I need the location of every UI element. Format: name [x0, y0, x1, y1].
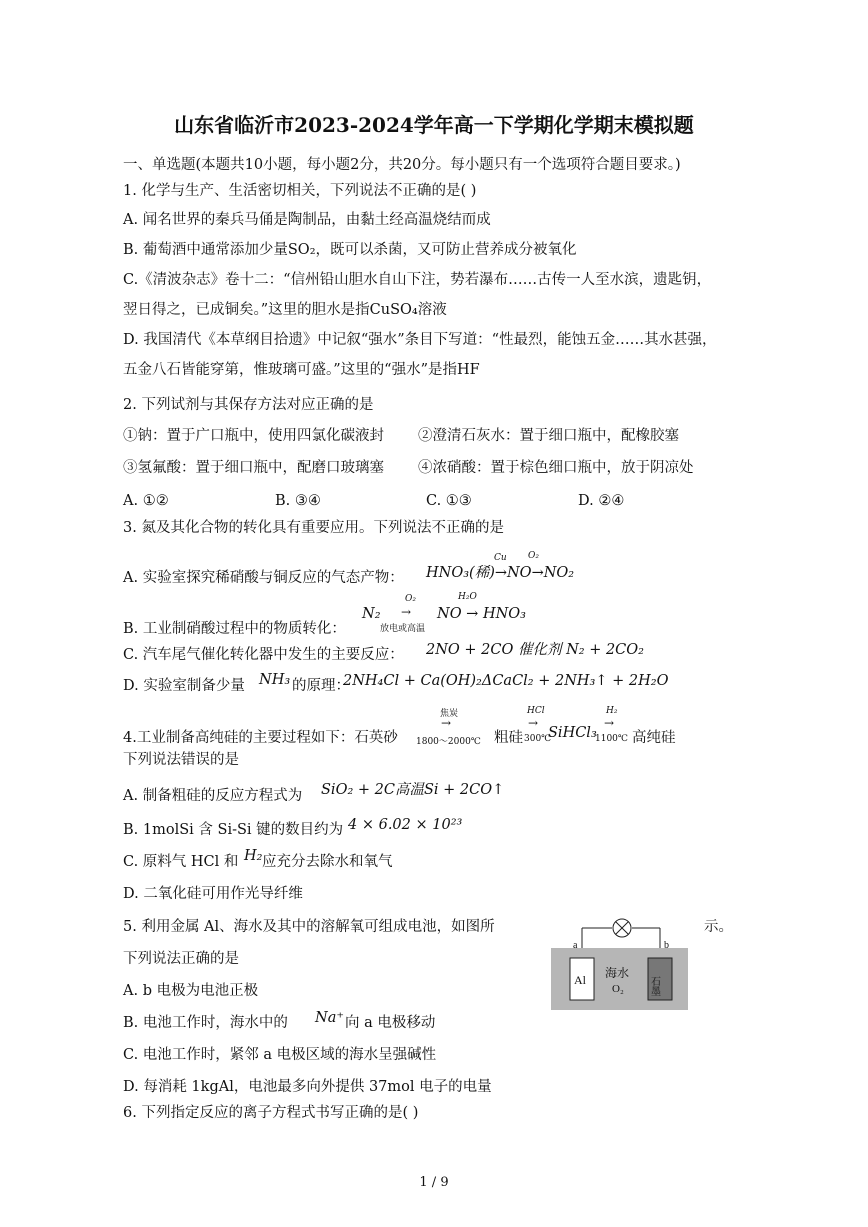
- q4-option-b-text: B. 1molSi 含 Si-Si 键的数目约为: [123, 822, 344, 838]
- q2-item-1: ①钠：置于广口瓶中，使用四氯化碳液封: [123, 428, 384, 444]
- seawater-label: 海水: [605, 966, 630, 980]
- q3-option-d-nh3: NH₃: [259, 672, 291, 688]
- section-heading: 一、单选题(本题共10小题，每小题2分，共20分。每小题只有一个选项符合题目要求。): [123, 157, 681, 173]
- q4-option-d: D. 二氧化硅可用作光导纤维: [123, 886, 303, 902]
- q5-option-a: A. b 电极为电池正极: [123, 983, 259, 999]
- q4-option-c-text-a: C. 原料气 HCl 和: [123, 854, 239, 870]
- al-label: Al: [574, 973, 586, 987]
- q3-option-a-equation: HNO₃(稀)→NO→NO₂: [426, 565, 575, 581]
- q3-option-d-text-a: D. 实验室制备少量: [123, 678, 245, 694]
- q3-option-d-text-b: 的原理：: [292, 678, 350, 694]
- q4-cond3-bottom: 1100℃: [595, 734, 628, 744]
- page-number: 1 / 9: [419, 1175, 449, 1190]
- q4-cond1-top: 焦炭: [440, 709, 459, 719]
- q1-option-d-line1: D. 我国清代《本草纲目拾遗》中记叙“强水”条目下写道：“性最烈，能蚀五金……其水甚强，: [123, 332, 717, 348]
- q3-b-n2: N₂: [362, 606, 381, 622]
- q3-option-b-text: B. 工业制硝酸过程中的物质转化：: [123, 621, 346, 637]
- q3-b-condition: 放电或高温: [380, 624, 426, 634]
- q4-pure-si: 高纯硅: [632, 730, 676, 746]
- q3-b-h2o-label: H₂O: [458, 592, 477, 602]
- q4-option-c-h2: H₂: [244, 848, 263, 864]
- battery-diagram-svg: [548, 918, 690, 1010]
- q1-option-c-line2: 翌日得之，已成铜矣。”这里的胆水是指CuSO₄溶液: [123, 302, 447, 318]
- q1-option-c-line1: C.《清波杂志》卷十二：“信州铅山胆水自山下注，势若瀑布……古传一人至水滨，遗匙钥，: [123, 272, 712, 288]
- q5-option-b-b: 向 a 电极移动: [345, 1015, 436, 1031]
- q3-option-a-text: A. 实验室探究稀硝酸与铜反应的气态产物：: [123, 570, 404, 586]
- q4-arrow-1: →: [441, 716, 452, 730]
- q3-b-o2-label: O₂: [405, 594, 416, 604]
- q3-stem: 3. 氮及其化合物的转化具有重要应用。下列说法不正确的是: [123, 520, 504, 536]
- q3-a-o2-label: O₂: [528, 551, 539, 561]
- q4-arrow-2: →: [528, 716, 539, 730]
- q3-b-arrow: →: [401, 605, 412, 619]
- q4-option-a-text: A. 制备粗硅的反应方程式为: [123, 788, 303, 804]
- q4-stem-a: 4.工业制备高纯硅的主要过程如下：石英砂: [123, 730, 398, 746]
- q5-option-c: C. 电池工作时，紧邻 a 电极区域的海水呈强碱性: [123, 1047, 437, 1063]
- q5-stem-b: 示。: [704, 919, 733, 935]
- q4-sihcl3: SiHCl₃: [548, 725, 597, 741]
- q2-stem: 2. 下列试剂与其保存方法对应正确的是: [123, 397, 374, 413]
- q4-cond2-top: HCl: [527, 706, 545, 716]
- q2-option-b: B. ③④: [275, 493, 321, 509]
- q4-option-b-equation: 4 × 6.02 × 10²³: [348, 817, 463, 833]
- graphite-label: 石墨: [648, 976, 660, 996]
- q3-option-c-text: C. 汽车尾气催化转化器中发生的主要反应：: [123, 647, 404, 663]
- q4-option-c-text-b: 应充分去除水和氧气: [262, 854, 393, 870]
- q2-option-a: A. ①②: [123, 493, 169, 509]
- q1-option-a: A. 闻名世界的秦兵马俑是陶制品，由黏土经高温烧结而成: [123, 212, 491, 228]
- q5-option-b-na: Na⁺: [315, 1010, 344, 1026]
- q2-item-3: ③氢氟酸：置于细口瓶中，配磨口玻璃塞: [123, 460, 384, 476]
- q1-stem: 1. 化学与生产、生活密切相关，下列说法不正确的是( ): [123, 183, 477, 199]
- q5-option-d: D. 每消耗 1kgAl，电池最多向外提供 37mol 电子的电量: [123, 1079, 492, 1095]
- q5-option-b-a: B. 电池工作时，海水中的: [123, 1015, 288, 1031]
- q4-cond3-top: H₂: [606, 706, 618, 716]
- q2-item-4: ④浓硝酸：置于棕色细口瓶中，放于阴凉处: [418, 460, 694, 476]
- electrode-b-label: b: [664, 940, 669, 951]
- q4-crude-si: 粗硅: [494, 730, 523, 746]
- q4-stem2: 下列说法错误的是: [123, 752, 239, 768]
- q4-arrow-3: →: [604, 716, 615, 730]
- q2-option-d: D. ②④: [578, 493, 625, 509]
- q2-option-c: C. ①③: [426, 493, 472, 509]
- q3-a-cu-label: Cu: [494, 553, 507, 563]
- q1-option-b: B. 葡萄酒中通常添加少量SO₂，既可以杀菌，又可防止营养成分被氧化: [123, 242, 577, 258]
- q4-cond1-bottom: 1800～2000℃: [416, 737, 481, 747]
- page-title: 山东省临沂市2023-2024学年高一下学期化学期末模拟题: [174, 113, 694, 137]
- q5-stem-a: 5. 利用金属 Al、海水及其中的溶解氧可组成电池，如图所: [123, 919, 495, 935]
- electrode-a-label: a: [573, 940, 578, 951]
- q4-cond2-bottom: 300℃: [524, 734, 552, 744]
- q3-b-equation: NO → HNO₃: [437, 606, 526, 622]
- q3-option-c-equation: 2NO + 2CO 催化剂 N₂ + 2CO₂: [426, 642, 644, 658]
- q2-item-2: ②澄清石灰水：置于细口瓶中，配橡胶塞: [418, 428, 679, 444]
- q4-option-a-equation: SiO₂ + 2C高温Si + 2CO↑: [321, 782, 505, 798]
- q1-option-d-line2: 五金八石皆能穿第，惟玻璃可盛。”这里的“强水”是指HF: [123, 362, 480, 378]
- q6-stem: 6. 下列指定反应的离子方程式书写正确的是( ): [123, 1105, 419, 1121]
- q3-option-d-equation: 2NH₄Cl + Ca(OH)₂ΔCaCl₂ + 2NH₃↑ + 2H₂O: [343, 673, 669, 689]
- q5-stem2: 下列说法正确的是: [123, 951, 239, 967]
- battery-diagram: [548, 918, 690, 1010]
- o2-label: O₂: [612, 983, 624, 995]
